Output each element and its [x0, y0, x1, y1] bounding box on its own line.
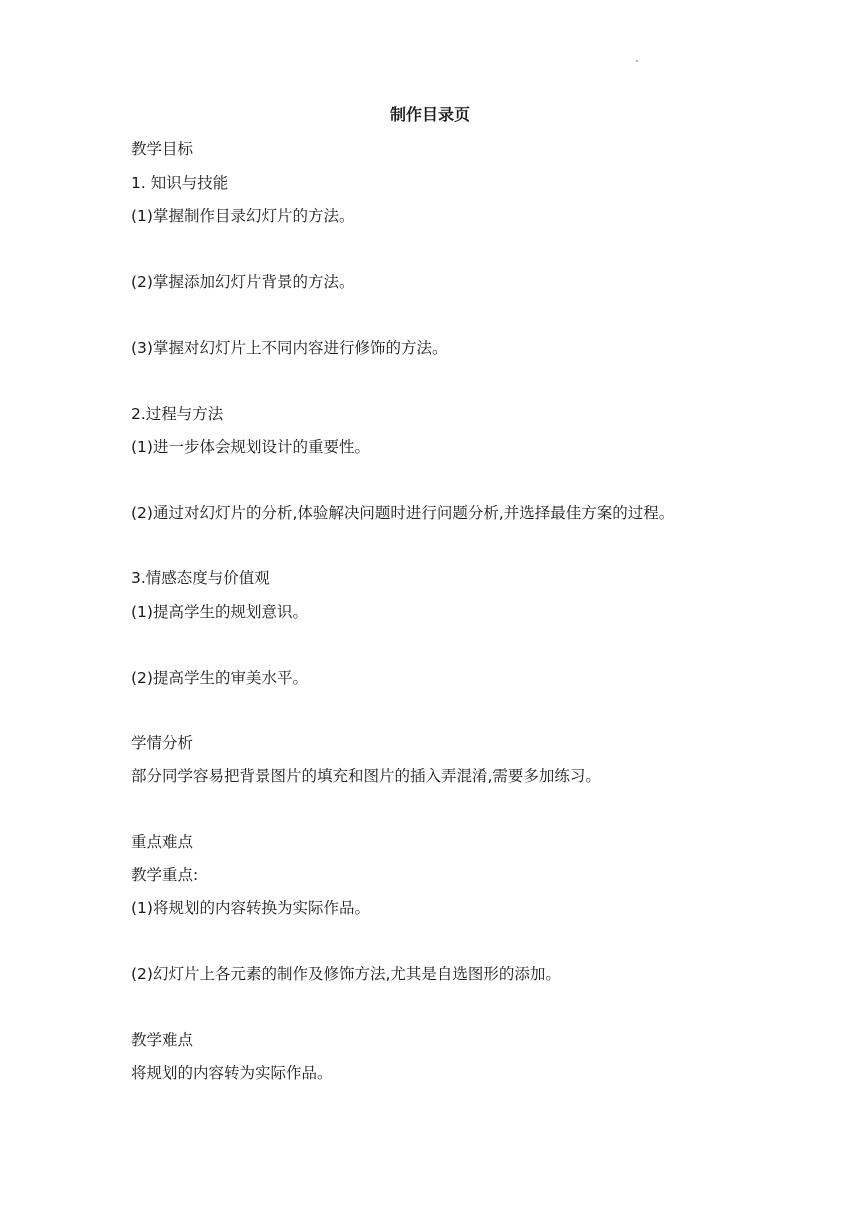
knowledge-item-3: (3)掌握对幻灯片上不同内容进行修饰的方法。	[131, 339, 448, 357]
process-methods-heading: 2.过程与方法	[131, 405, 224, 423]
focus-item-1: (1)将规划的内容转换为实际作品。	[131, 899, 370, 917]
difficulty-text: 将规划的内容转为实际作品。	[131, 1064, 333, 1082]
attitude-item-1: (1)提高学生的规划意识。	[131, 603, 308, 621]
attitude-item-2: (2)提高学生的审美水平。	[131, 669, 308, 687]
keypoints-heading: 重点难点	[131, 833, 194, 851]
difficulty-heading: 教学难点	[131, 1031, 194, 1049]
focus-item-2: (2)幻灯片上各元素的制作及修饰方法,尤其是自选图形的添加。	[131, 965, 561, 983]
process-item-1: (1)进一步体会规划设计的重要性。	[131, 438, 370, 456]
analysis-text: 部分同学容易把背景图片的填充和图片的插入弄混淆,需要多加练习。	[131, 767, 601, 785]
process-item-2: (2)通过对幻灯片的分析,体验解决问题时进行问题分析,并选择最佳方案的过程。	[131, 504, 675, 522]
knowledge-item-1: (1)掌握制作目录幻灯片的方法。	[131, 207, 355, 225]
knowledge-skills-heading: 1. 知识与技能	[131, 174, 229, 192]
header-dot-mark	[636, 60, 638, 62]
analysis-heading: 学情分析	[131, 734, 194, 752]
objectives-heading: 教学目标	[131, 140, 194, 158]
knowledge-item-2: (2)掌握添加幻灯片背景的方法。	[131, 273, 355, 291]
attitude-values-heading: 3.情感态度与价值观	[131, 569, 270, 587]
focus-label: 教学重点:	[131, 866, 199, 884]
page-title: 制作目录页	[389, 105, 470, 124]
